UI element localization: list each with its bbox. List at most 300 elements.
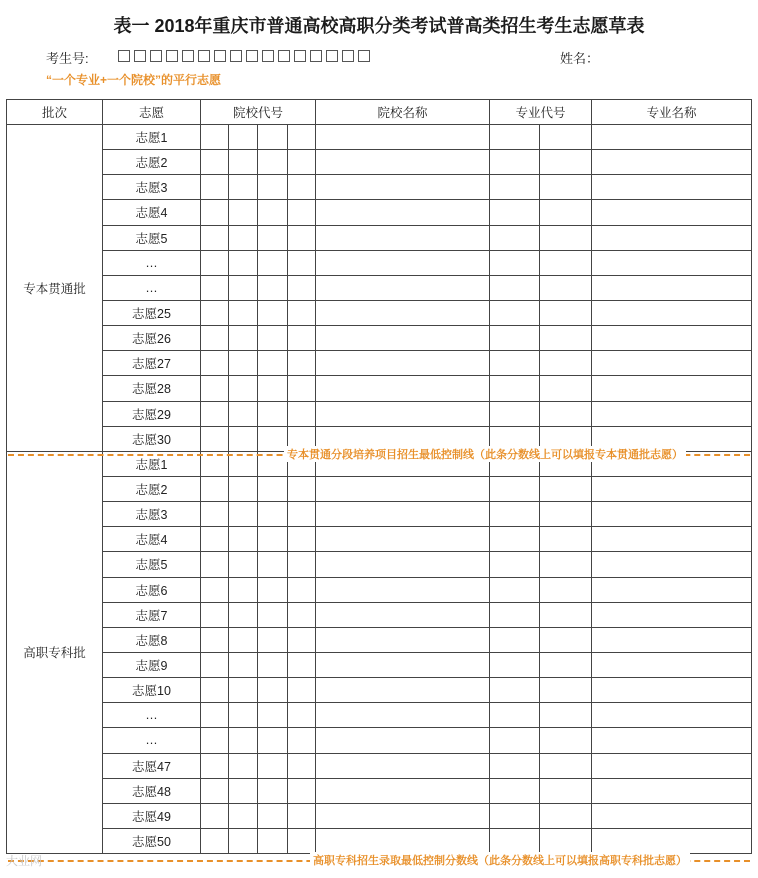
school-name-cell[interactable] bbox=[316, 728, 490, 753]
major-name-cell[interactable] bbox=[592, 401, 752, 426]
header-school-code: 院校代号 bbox=[201, 100, 316, 125]
school-code-digit[interactable] bbox=[288, 125, 316, 150]
school-code-digit[interactable] bbox=[201, 351, 229, 376]
school-code-digit[interactable] bbox=[258, 502, 288, 527]
school-code-digit[interactable] bbox=[258, 426, 288, 451]
major-code-digit[interactable] bbox=[540, 125, 592, 150]
school-code-digit[interactable] bbox=[258, 250, 288, 275]
school-name-cell[interactable] bbox=[316, 300, 490, 325]
school-code-digit[interactable] bbox=[201, 401, 229, 426]
choice-label: … bbox=[103, 275, 201, 300]
digit-box[interactable] bbox=[230, 50, 242, 62]
school-name-cell[interactable] bbox=[316, 376, 490, 401]
school-name-cell[interactable] bbox=[316, 351, 490, 376]
major-name-cell[interactable] bbox=[592, 200, 752, 225]
school-code-digit[interactable] bbox=[229, 552, 258, 577]
choice-label: 志愿7 bbox=[103, 602, 201, 627]
school-code-digit[interactable] bbox=[258, 300, 288, 325]
major-code-digit[interactable] bbox=[540, 502, 592, 527]
major-code-digit[interactable] bbox=[490, 300, 540, 325]
school-code-digit[interactable] bbox=[288, 753, 316, 778]
table-row bbox=[7, 300, 752, 325]
major-code-digit[interactable] bbox=[490, 275, 540, 300]
school-code-digit[interactable] bbox=[258, 225, 288, 250]
school-code-digit[interactable] bbox=[288, 778, 316, 803]
school-code-digit[interactable] bbox=[229, 225, 258, 250]
school-code-digit[interactable] bbox=[288, 627, 316, 652]
choice-label: 志愿8 bbox=[103, 627, 201, 652]
school-code-digit[interactable] bbox=[201, 703, 229, 728]
table-row bbox=[7, 376, 752, 401]
major-code-digit[interactable] bbox=[540, 678, 592, 703]
choice-label: 志愿4 bbox=[103, 527, 201, 552]
major-name-cell[interactable] bbox=[592, 577, 752, 602]
school-code-digit[interactable] bbox=[288, 225, 316, 250]
major-code-digit[interactable] bbox=[540, 200, 592, 225]
school-code-digit[interactable] bbox=[229, 275, 258, 300]
school-code-digit[interactable] bbox=[201, 250, 229, 275]
major-name-cell[interactable] bbox=[592, 326, 752, 351]
school-name-cell[interactable] bbox=[316, 602, 490, 627]
choice-label: 志愿25 bbox=[103, 300, 201, 325]
choice-label: 志愿3 bbox=[103, 175, 201, 200]
school-name-cell[interactable] bbox=[316, 778, 490, 803]
major-name-cell[interactable] bbox=[592, 627, 752, 652]
school-name-cell[interactable] bbox=[316, 577, 490, 602]
major-code-digit[interactable] bbox=[490, 577, 540, 602]
school-code-digit[interactable] bbox=[229, 175, 258, 200]
major-code-digit[interactable] bbox=[490, 728, 540, 753]
major-code-digit[interactable] bbox=[490, 627, 540, 652]
table-row bbox=[7, 250, 752, 275]
school-code-digit[interactable] bbox=[258, 778, 288, 803]
name-label: 姓名： bbox=[560, 51, 600, 66]
school-code-digit[interactable] bbox=[201, 602, 229, 627]
school-code-digit[interactable] bbox=[258, 652, 288, 677]
choice-label: 志愿27 bbox=[103, 351, 201, 376]
table-row bbox=[7, 225, 752, 250]
major-name-cell[interactable] bbox=[592, 602, 752, 627]
digit-box[interactable] bbox=[310, 50, 322, 62]
table-row bbox=[7, 401, 752, 426]
major-code-digit[interactable] bbox=[490, 200, 540, 225]
school-code-digit[interactable] bbox=[258, 401, 288, 426]
school-name-cell[interactable] bbox=[316, 401, 490, 426]
major-code-digit[interactable] bbox=[540, 627, 592, 652]
major-code-digit[interactable] bbox=[540, 250, 592, 275]
digit-box[interactable] bbox=[182, 50, 194, 62]
choice-label: 志愿5 bbox=[103, 552, 201, 577]
school-code-digit[interactable] bbox=[258, 326, 288, 351]
school-code-digit[interactable] bbox=[229, 627, 258, 652]
table-row bbox=[7, 527, 752, 552]
school-code-digit[interactable] bbox=[229, 250, 258, 275]
school-code-digit[interactable] bbox=[229, 703, 258, 728]
school-code-digit[interactable] bbox=[201, 175, 229, 200]
major-code-digit[interactable] bbox=[540, 778, 592, 803]
school-code-digit[interactable] bbox=[229, 326, 258, 351]
school-code-digit[interactable] bbox=[288, 527, 316, 552]
major-name-cell[interactable] bbox=[592, 275, 752, 300]
school-code-digit[interactable] bbox=[288, 678, 316, 703]
school-code-digit[interactable] bbox=[288, 652, 316, 677]
digit-box[interactable] bbox=[326, 50, 338, 62]
major-code-digit[interactable] bbox=[490, 476, 540, 501]
batch-name: 高职专科批 bbox=[7, 451, 103, 853]
school-name-cell[interactable] bbox=[316, 150, 490, 175]
header-batch: 批次 bbox=[7, 100, 103, 125]
header-major-code: 专业代号 bbox=[490, 100, 592, 125]
major-code-digit[interactable] bbox=[490, 150, 540, 175]
major-code-digit[interactable] bbox=[540, 828, 592, 853]
major-code-digit[interactable] bbox=[540, 753, 592, 778]
school-code-digit[interactable] bbox=[258, 200, 288, 225]
major-code-digit[interactable] bbox=[490, 225, 540, 250]
school-code-digit[interactable] bbox=[229, 300, 258, 325]
choice-label: 志愿3 bbox=[103, 502, 201, 527]
digit-box[interactable] bbox=[214, 50, 226, 62]
school-name-cell[interactable] bbox=[316, 703, 490, 728]
major-code-digit[interactable] bbox=[540, 300, 592, 325]
school-code-digit[interactable] bbox=[288, 351, 316, 376]
school-code-digit[interactable] bbox=[258, 150, 288, 175]
major-code-digit[interactable] bbox=[540, 351, 592, 376]
header-school-name: 院校名称 bbox=[316, 100, 490, 125]
major-code-digit[interactable] bbox=[540, 225, 592, 250]
choice-label: 志愿4 bbox=[103, 200, 201, 225]
major-name-cell[interactable] bbox=[592, 300, 752, 325]
school-code-digit[interactable] bbox=[201, 652, 229, 677]
school-code-digit[interactable] bbox=[258, 577, 288, 602]
school-code-digit[interactable] bbox=[201, 150, 229, 175]
major-code-digit[interactable] bbox=[490, 125, 540, 150]
major-code-digit[interactable] bbox=[540, 552, 592, 577]
major-code-digit[interactable] bbox=[490, 678, 540, 703]
major-code-digit[interactable] bbox=[540, 577, 592, 602]
school-name-cell[interactable] bbox=[316, 175, 490, 200]
table-row bbox=[7, 602, 752, 627]
school-code-digit[interactable] bbox=[258, 728, 288, 753]
choice-label: … bbox=[103, 703, 201, 728]
school-code-digit[interactable] bbox=[258, 828, 288, 853]
major-code-digit[interactable] bbox=[490, 652, 540, 677]
major-name-cell[interactable] bbox=[592, 703, 752, 728]
school-code-digit[interactable] bbox=[201, 552, 229, 577]
school-code-digit[interactable] bbox=[229, 527, 258, 552]
school-name-cell[interactable] bbox=[316, 652, 490, 677]
header-major-name: 专业名称 bbox=[592, 100, 752, 125]
school-code-digit[interactable] bbox=[201, 728, 229, 753]
major-code-digit[interactable] bbox=[490, 602, 540, 627]
choice-label: 志愿10 bbox=[103, 678, 201, 703]
school-code-digit[interactable] bbox=[288, 376, 316, 401]
choice-label: 志愿29 bbox=[103, 401, 201, 426]
school-code-digit[interactable] bbox=[288, 175, 316, 200]
digit-box[interactable] bbox=[198, 50, 210, 62]
major-code-digit[interactable] bbox=[540, 728, 592, 753]
school-code-digit[interactable] bbox=[201, 275, 229, 300]
school-code-digit[interactable] bbox=[258, 678, 288, 703]
school-name-cell[interactable] bbox=[316, 250, 490, 275]
major-code-digit[interactable] bbox=[540, 602, 592, 627]
school-code-digit[interactable] bbox=[229, 150, 258, 175]
table-row bbox=[7, 652, 752, 677]
school-code-digit[interactable] bbox=[201, 200, 229, 225]
school-code-digit[interactable] bbox=[288, 200, 316, 225]
school-code-digit[interactable] bbox=[229, 728, 258, 753]
choice-table bbox=[6, 99, 752, 854]
school-code-digit[interactable] bbox=[258, 125, 288, 150]
school-code-digit[interactable] bbox=[258, 527, 288, 552]
major-code-digit[interactable] bbox=[540, 275, 592, 300]
school-code-digit[interactable] bbox=[201, 527, 229, 552]
major-code-digit[interactable] bbox=[490, 803, 540, 828]
major-code-digit[interactable] bbox=[490, 376, 540, 401]
major-code-digit[interactable] bbox=[490, 175, 540, 200]
major-code-digit[interactable] bbox=[490, 778, 540, 803]
school-name-cell[interactable] bbox=[316, 828, 490, 853]
major-name-cell[interactable] bbox=[592, 376, 752, 401]
major-name-cell[interactable] bbox=[592, 351, 752, 376]
school-name-cell[interactable] bbox=[316, 476, 490, 501]
school-code-digit[interactable] bbox=[229, 351, 258, 376]
school-code-digit[interactable] bbox=[258, 351, 288, 376]
school-code-digit[interactable] bbox=[288, 401, 316, 426]
school-code-digit[interactable] bbox=[258, 753, 288, 778]
school-code-digit[interactable] bbox=[288, 502, 316, 527]
school-code-digit[interactable] bbox=[229, 476, 258, 501]
major-code-digit[interactable] bbox=[490, 753, 540, 778]
school-code-digit[interactable] bbox=[229, 426, 258, 451]
major-name-cell[interactable] bbox=[592, 803, 752, 828]
major-name-cell[interactable] bbox=[592, 778, 752, 803]
page-title: 表一 2018年重庆市普通高校高职分类考试普高类招生考生志愿草表 bbox=[113, 16, 645, 36]
subtitle: “一个专业+一个院校”的平行志愿 bbox=[46, 73, 222, 87]
major-code-digit[interactable] bbox=[540, 326, 592, 351]
cutline-1-text: 专本贯通分段培养项目招生最低控制线（此条分数线上可以填报专本贯通批志愿） bbox=[284, 446, 686, 462]
major-name-cell[interactable] bbox=[592, 728, 752, 753]
major-code-digit[interactable] bbox=[490, 351, 540, 376]
major-name-cell[interactable] bbox=[592, 250, 752, 275]
school-code-digit[interactable] bbox=[201, 426, 229, 451]
school-name-cell[interactable] bbox=[316, 275, 490, 300]
major-name-cell[interactable] bbox=[592, 678, 752, 703]
school-code-digit[interactable] bbox=[229, 828, 258, 853]
digit-box[interactable] bbox=[246, 50, 258, 62]
major-code-digit[interactable] bbox=[540, 527, 592, 552]
school-code-digit[interactable] bbox=[258, 602, 288, 627]
header-choice: 志愿 bbox=[103, 100, 201, 125]
school-code-digit[interactable] bbox=[201, 225, 229, 250]
school-name-cell[interactable] bbox=[316, 200, 490, 225]
major-name-cell[interactable] bbox=[592, 828, 752, 853]
table-row bbox=[7, 125, 752, 150]
table-row bbox=[7, 476, 752, 501]
school-code-digit[interactable] bbox=[229, 678, 258, 703]
table-row bbox=[7, 552, 752, 577]
major-name-cell[interactable] bbox=[592, 476, 752, 501]
school-code-digit[interactable] bbox=[288, 703, 316, 728]
table-row bbox=[7, 803, 752, 828]
school-name-cell[interactable] bbox=[316, 753, 490, 778]
table-row bbox=[7, 275, 752, 300]
school-code-digit[interactable] bbox=[229, 376, 258, 401]
digit-box[interactable] bbox=[118, 50, 130, 62]
major-name-cell[interactable] bbox=[592, 502, 752, 527]
choice-label: 志愿2 bbox=[103, 150, 201, 175]
major-name-cell[interactable] bbox=[592, 552, 752, 577]
school-code-digit[interactable] bbox=[258, 552, 288, 577]
watermark: 大业网 bbox=[6, 854, 43, 868]
choice-label: 志愿1 bbox=[103, 451, 201, 476]
school-code-digit[interactable] bbox=[288, 476, 316, 501]
school-name-cell[interactable] bbox=[316, 678, 490, 703]
table-row bbox=[7, 627, 752, 652]
school-code-digit[interactable] bbox=[201, 125, 229, 150]
header-row bbox=[7, 100, 752, 125]
school-code-digit[interactable] bbox=[288, 150, 316, 175]
choice-label: 志愿2 bbox=[103, 476, 201, 501]
school-code-digit[interactable] bbox=[229, 577, 258, 602]
school-code-digit[interactable] bbox=[201, 753, 229, 778]
major-code-digit[interactable] bbox=[490, 401, 540, 426]
choice-label: 志愿48 bbox=[103, 778, 201, 803]
major-code-digit[interactable] bbox=[540, 803, 592, 828]
major-name-cell[interactable] bbox=[592, 652, 752, 677]
school-code-digit[interactable] bbox=[258, 476, 288, 501]
major-code-digit[interactable] bbox=[540, 401, 592, 426]
major-code-digit[interactable] bbox=[490, 828, 540, 853]
school-code-digit[interactable] bbox=[229, 125, 258, 150]
school-code-digit[interactable] bbox=[201, 502, 229, 527]
table-row bbox=[7, 828, 752, 853]
major-code-digit[interactable] bbox=[490, 326, 540, 351]
digit-box[interactable] bbox=[342, 50, 354, 62]
major-code-digit[interactable] bbox=[540, 175, 592, 200]
school-code-digit[interactable] bbox=[229, 602, 258, 627]
major-code-digit[interactable] bbox=[490, 552, 540, 577]
choice-label: 志愿5 bbox=[103, 225, 201, 250]
batch-name: 专本贯通批 bbox=[7, 125, 103, 452]
table-row bbox=[7, 577, 752, 602]
school-code-digit[interactable] bbox=[201, 803, 229, 828]
candidate-number-label: 考生号: bbox=[46, 51, 89, 66]
school-code-digit[interactable] bbox=[288, 602, 316, 627]
digit-box[interactable] bbox=[166, 50, 178, 62]
school-code-digit[interactable] bbox=[201, 678, 229, 703]
choice-label: 志愿30 bbox=[103, 426, 201, 451]
school-code-digit[interactable] bbox=[229, 753, 258, 778]
school-code-digit[interactable] bbox=[288, 552, 316, 577]
school-code-digit[interactable] bbox=[258, 703, 288, 728]
major-name-cell[interactable] bbox=[592, 175, 752, 200]
school-code-digit[interactable] bbox=[229, 200, 258, 225]
school-code-digit[interactable] bbox=[201, 326, 229, 351]
choice-label: 志愿9 bbox=[103, 652, 201, 677]
digit-box[interactable] bbox=[278, 50, 290, 62]
major-code-digit[interactable] bbox=[540, 476, 592, 501]
major-name-cell[interactable] bbox=[592, 753, 752, 778]
major-code-digit[interactable] bbox=[490, 250, 540, 275]
school-name-cell[interactable] bbox=[316, 125, 490, 150]
school-code-digit[interactable] bbox=[201, 300, 229, 325]
major-name-cell[interactable] bbox=[592, 125, 752, 150]
major-code-digit[interactable] bbox=[490, 703, 540, 728]
school-code-digit[interactable] bbox=[229, 652, 258, 677]
school-code-digit[interactable] bbox=[288, 728, 316, 753]
school-code-digit[interactable] bbox=[201, 577, 229, 602]
digit-box[interactable] bbox=[150, 50, 162, 62]
major-code-digit[interactable] bbox=[540, 376, 592, 401]
school-code-digit[interactable] bbox=[258, 376, 288, 401]
major-name-cell[interactable] bbox=[592, 527, 752, 552]
school-code-digit[interactable] bbox=[201, 828, 229, 853]
school-code-digit[interactable] bbox=[258, 175, 288, 200]
school-code-digit[interactable] bbox=[201, 376, 229, 401]
cutline-2-text: 高职专科招生录取最低控制分数线（此条分数线上可以填报高职专科批志愿） bbox=[310, 852, 690, 868]
school-code-digit[interactable] bbox=[229, 401, 258, 426]
choice-label: 志愿28 bbox=[103, 376, 201, 401]
digit-box[interactable] bbox=[134, 50, 146, 62]
school-code-digit[interactable] bbox=[201, 627, 229, 652]
choice-label: 志愿1 bbox=[103, 125, 201, 150]
major-name-cell[interactable] bbox=[592, 150, 752, 175]
digit-box[interactable] bbox=[294, 50, 306, 62]
school-code-digit[interactable] bbox=[288, 275, 316, 300]
school-code-digit[interactable] bbox=[288, 803, 316, 828]
school-code-digit[interactable] bbox=[258, 803, 288, 828]
choice-label: … bbox=[103, 728, 201, 753]
major-name-cell[interactable] bbox=[592, 225, 752, 250]
school-name-cell[interactable] bbox=[316, 225, 490, 250]
table-row bbox=[7, 150, 752, 175]
choice-label: 志愿47 bbox=[103, 753, 201, 778]
school-code-digit[interactable] bbox=[288, 828, 316, 853]
major-code-digit[interactable] bbox=[540, 703, 592, 728]
major-code-digit[interactable] bbox=[490, 502, 540, 527]
school-code-digit[interactable] bbox=[201, 778, 229, 803]
school-code-digit[interactable] bbox=[258, 275, 288, 300]
table-row bbox=[7, 175, 752, 200]
school-code-digit[interactable] bbox=[229, 502, 258, 527]
school-code-digit[interactable] bbox=[288, 250, 316, 275]
school-code-digit[interactable] bbox=[229, 778, 258, 803]
school-code-digit[interactable] bbox=[288, 326, 316, 351]
school-name-cell[interactable] bbox=[316, 502, 490, 527]
table-row bbox=[7, 678, 752, 703]
table-row bbox=[7, 326, 752, 351]
school-code-digit[interactable] bbox=[288, 577, 316, 602]
school-code-digit[interactable] bbox=[288, 300, 316, 325]
school-name-cell[interactable] bbox=[316, 552, 490, 577]
major-code-digit[interactable] bbox=[540, 652, 592, 677]
school-code-digit[interactable] bbox=[229, 803, 258, 828]
school-name-cell[interactable] bbox=[316, 326, 490, 351]
major-code-digit[interactable] bbox=[490, 527, 540, 552]
school-name-cell[interactable] bbox=[316, 803, 490, 828]
table-row bbox=[7, 703, 752, 728]
school-name-cell[interactable] bbox=[316, 527, 490, 552]
digit-box[interactable] bbox=[262, 50, 274, 62]
major-code-digit[interactable] bbox=[540, 150, 592, 175]
school-code-digit[interactable] bbox=[201, 476, 229, 501]
school-name-cell[interactable] bbox=[316, 627, 490, 652]
table-row bbox=[7, 778, 752, 803]
digit-box[interactable] bbox=[358, 50, 370, 62]
table-row bbox=[7, 502, 752, 527]
school-code-digit[interactable] bbox=[258, 627, 288, 652]
choice-label: 志愿26 bbox=[103, 326, 201, 351]
